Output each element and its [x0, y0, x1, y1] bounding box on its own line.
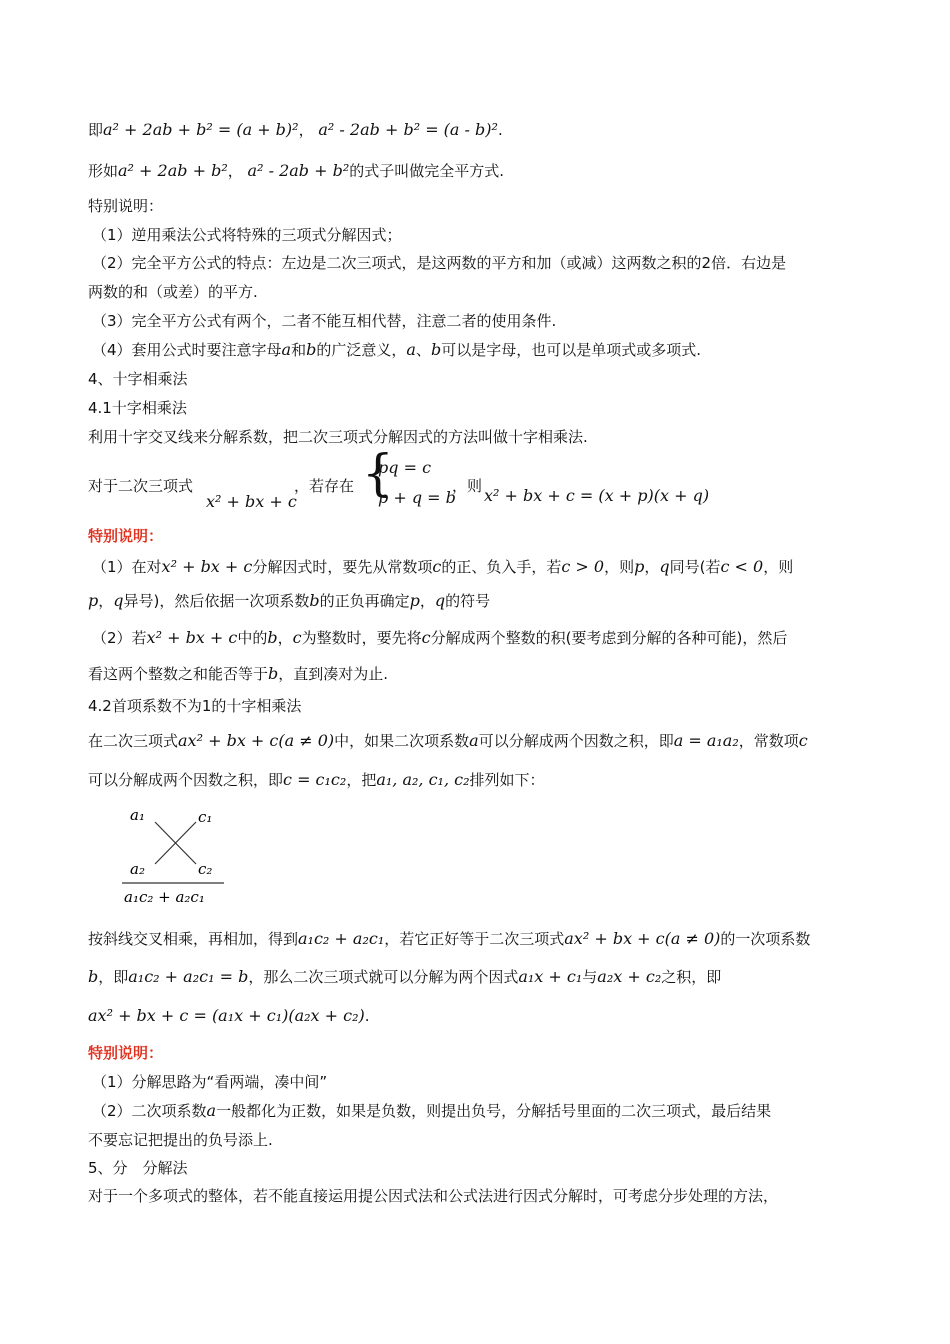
note-item: （2）完全平方公式的特点：左边是二次三项式，是这两数的平方和加（或减）这两数之积的2倍．右边是 — [92, 254, 787, 272]
diagram-c1: c₁ — [198, 808, 213, 826]
subsection-heading: 4.2首项系数不为1的十字相乘法 — [88, 697, 302, 715]
note-item: （1）在对x² + bx + c分解因式时，要先从常数项c的正、负入手，若c > 0，则p，q同号(若c < 0，则 — [92, 557, 794, 576]
form-2: a² - 2ab + b² — [247, 161, 350, 180]
note-item-cont: 不要忘记把提出的负号添上. — [88, 1131, 273, 1149]
note-item: （2）若x² + bx + c中的b，c为整数时，要先将c分解成两个整数的积(要考虑到分解的各种可能)，然后 — [92, 628, 788, 647]
paragraph: 按斜线交叉相乘，再相加，得到a₁c₂ + a₂c₁，若它正好等于二次三项式ax² + bx + c(a ≠ 0)的一次项系数 — [88, 929, 811, 948]
perfect-square-formula-2: a² - 2ab + b² = (a - b)² — [318, 120, 498, 139]
note-heading-red: 特别说明： — [88, 527, 164, 545]
final-formula-line: ax² + bx + c = (a₁x + c₁)(a₂x + c₂). — [88, 1006, 370, 1025]
note-item-cont: 看这两个整数之和能否等于b，直到凑对为止. — [88, 664, 389, 683]
paragraph: 在二次三项式ax² + bx + c(a ≠ 0)中，如果二次项系数a可以分解成两个因数之积，即a = a₁a₂，常数项c — [88, 731, 808, 750]
identity-line: 即a² + 2ab + b² = (a + b)²， a² - 2ab + b² = (a - b)². — [88, 120, 503, 139]
cross-multiplication-diagram — [118, 800, 238, 915]
diagram-a2: a₂ — [130, 860, 145, 878]
note-item: （1）逆用乘法公式将特殊的三项式分解因式； — [92, 226, 402, 244]
note-item-cont: 两数的和（或差）的平方. — [88, 283, 258, 301]
note-item-cont: p，q异号)，然后依据一次项系数b的正负再确定p，q的符号 — [88, 591, 491, 610]
system-brace: { — [362, 444, 394, 502]
section-heading: 4、十字相乘法 — [88, 370, 188, 388]
paragraph: 利用十字交叉线来分解系数，把二次三项式分解因式的方法叫做十字相乘法. — [88, 428, 588, 446]
cross-method-intro: 对于二次三项式 — [88, 477, 194, 495]
system-row-1: pq = c — [378, 458, 432, 477]
definition-line: 形如a² + 2ab + b²， a² - 2ab + b²的式子叫做完全平方式. — [88, 161, 505, 180]
factored-formula: x² + bx + c = (x + p)(x + q) — [484, 486, 710, 505]
note-item: （4）套用公式时要注意字母a和b的广泛意义，a、b可以是字母，也可以是单项式或多项式. — [92, 340, 701, 359]
note-item: （3）完全平方公式有两个，二者不能互相代替，注意二者的使用条件. — [92, 312, 557, 330]
subsection-heading: 4.1十字相乘法 — [88, 399, 187, 417]
form-1: a² + 2ab + b² — [118, 161, 228, 180]
section-heading: 5、分 分解法 — [88, 1159, 188, 1177]
final-formula: ax² + bx + c = (a₁x + c₁)(a₂x + c₂) — [88, 1006, 365, 1025]
note-heading: 特别说明： — [88, 197, 164, 215]
paragraph: 对于一个多项式的整体，若不能直接运用提公因式法和公式法进行因式分解时，可考虑分步处理的方法， — [88, 1187, 779, 1205]
note-heading-red: 特别说明： — [88, 1044, 164, 1062]
diagram-c2: c₂ — [198, 860, 213, 878]
system-row-2: p + q = b — [378, 488, 456, 507]
perfect-square-formula-1: a² + 2ab + b² = (a + b)² — [103, 120, 299, 139]
quadratic-general: x² + bx + c — [206, 492, 297, 511]
diagram-a1: a₁ — [130, 806, 145, 824]
paragraph-cont: b，即a₁c₂ + a₂c₁ = b，那么二次三项式就可以分解为两个因式a₁x + c₁与a₂x + c₂之积，即 — [88, 967, 722, 986]
note-item: （2）二次项系数a一般都化为正数，如果是负数，则提出负号，分解括号里面的二次三项式，最后结果 — [92, 1101, 772, 1120]
diagram-result: a₁c₂ + a₂c₁ — [124, 888, 205, 906]
paragraph-cont: 可以分解成两个因数之积，即c = c₁c₂，把a₁, a₂, c₁, c₂排列如下： — [88, 770, 545, 789]
note-item: （1）分解思路为“看两端，凑中间” — [92, 1073, 328, 1091]
